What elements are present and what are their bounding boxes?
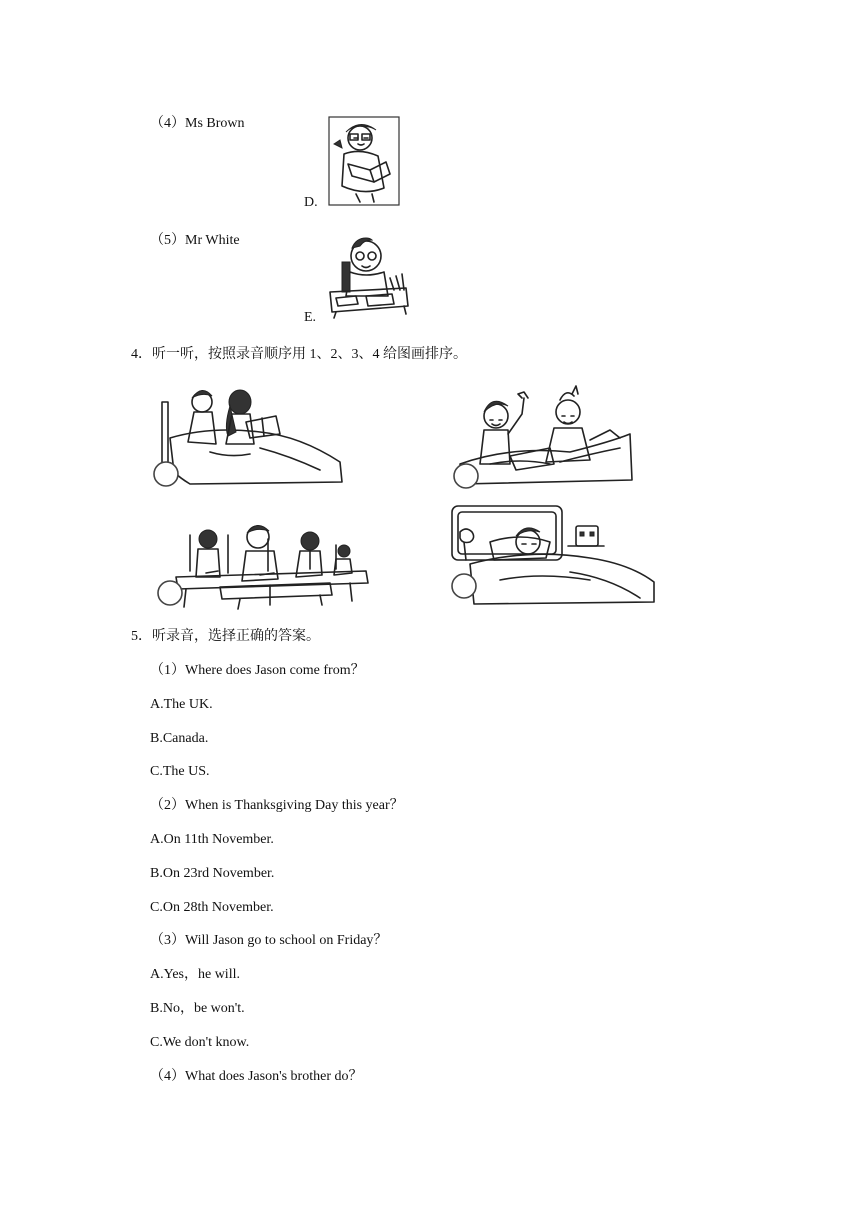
q5-option-b: B.No，be won't. <box>150 1001 245 1016</box>
man-at-desk-icon <box>326 232 412 320</box>
boy-sleeping-in-bed-icon <box>450 502 656 608</box>
q5-question: （1）Where does Jason come from？ <box>150 663 365 678</box>
q3-item-letter: D. <box>304 195 318 210</box>
q5-option-b: B.On 23rd November. <box>150 866 275 881</box>
q5-title: 5．听录音，选择正确的答案。 <box>131 629 320 644</box>
q3-item-letter: E. <box>304 310 317 325</box>
q3-item-label: （5）Mr White <box>150 233 240 248</box>
q5-option-c: C.The US. <box>150 764 210 779</box>
q5-question: （3）Will Jason go to school on Friday？ <box>150 933 388 948</box>
q3-item-label: （4）Ms Brown <box>150 116 245 131</box>
q4-title: 4．听一听，按照录音顺序用 1、2、3、4 给图画排序。 <box>131 347 467 362</box>
teacher-reading-icon <box>326 114 402 208</box>
students-in-classroom-icon <box>150 521 372 611</box>
q5-option-a: A.On 11th November. <box>150 832 274 847</box>
q5-option-c: C.On 28th November. <box>150 900 274 915</box>
q5-option-b: B.Canada. <box>150 731 209 746</box>
q5-option-a: A.The UK. <box>150 697 213 712</box>
children-reading-in-bed-icon <box>150 382 346 490</box>
q5-question: （4）What does Jason's brother do？ <box>150 1069 363 1084</box>
children-waking-up-icon <box>450 384 640 494</box>
q5-option-c: C.We don't know. <box>150 1035 250 1050</box>
q5-option-a: A.Yes，he will. <box>150 967 240 982</box>
q5-question: （2）When is Thanksgiving Day this year？ <box>150 798 404 813</box>
